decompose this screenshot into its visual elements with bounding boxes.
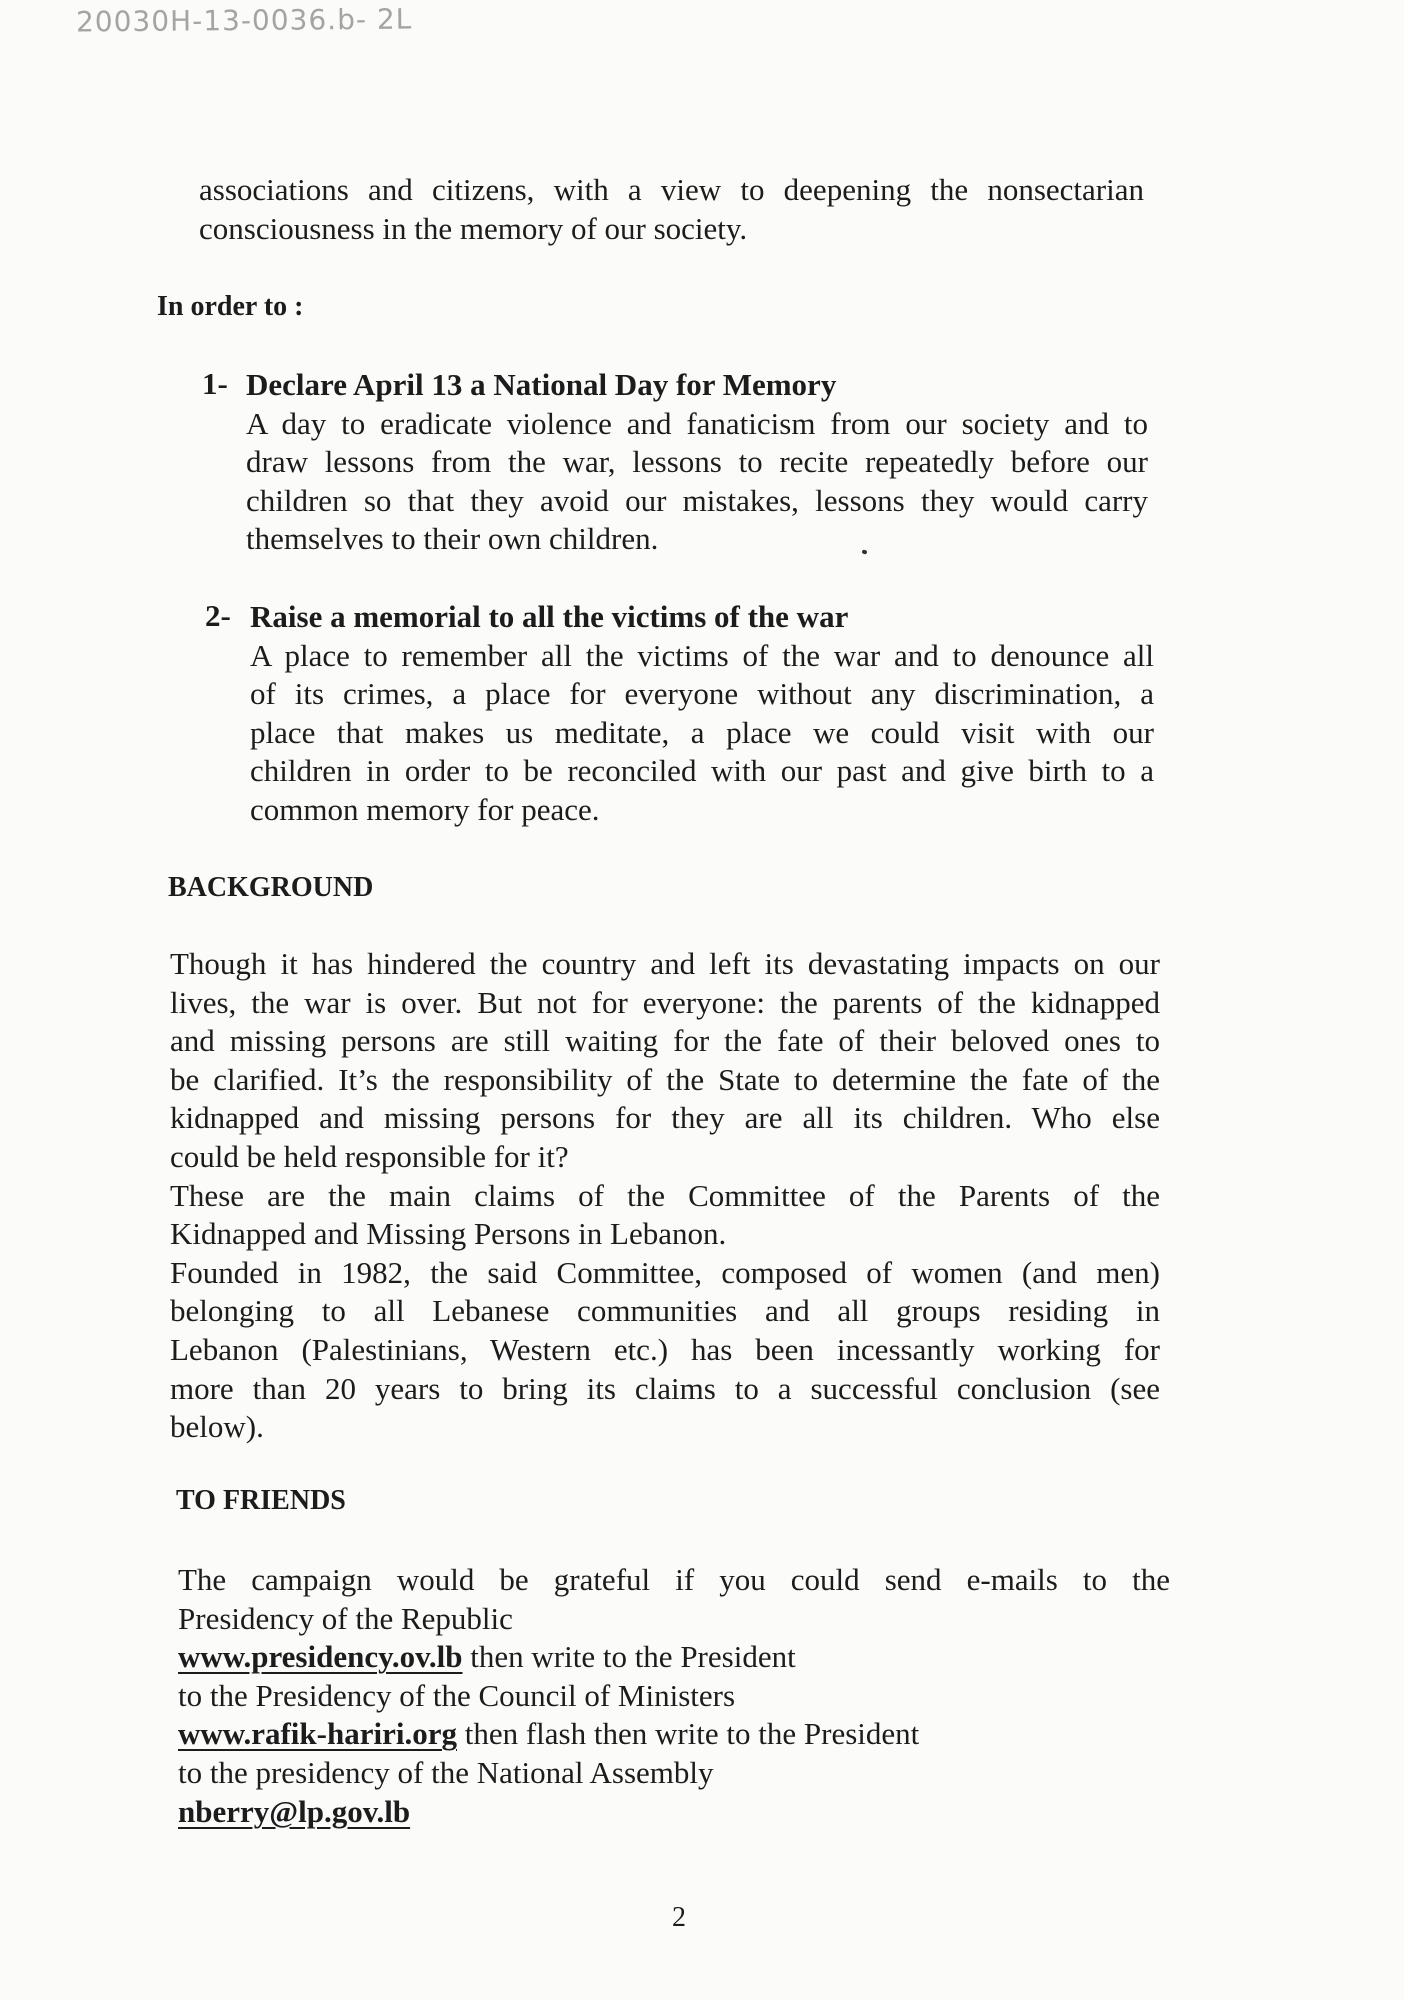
item-line: of its crimes, a place for everyone without any discrimination, a bbox=[250, 676, 1154, 712]
link-suffix: then write to the President bbox=[462, 1639, 796, 1675]
link-suffix: then flash then write to the President bbox=[456, 1716, 920, 1752]
background-line: Kidnapped and Missing Persons in Lebanon. bbox=[170, 1216, 727, 1252]
intro-line: associations and citizens, with a view to deepening the nonsectarian bbox=[199, 172, 1144, 207]
background-line: below). bbox=[170, 1409, 264, 1445]
background-line: could be held responsible for it? bbox=[170, 1138, 569, 1174]
hariri-link[interactable]: www.rafik-hariri.org bbox=[178, 1716, 457, 1752]
intro-paragraph bbox=[199, 171, 1144, 248]
background-line: Lebanon (Palestinians, Western etc.) has been incessantly working for bbox=[170, 1331, 1160, 1367]
item-title: Declare April 13 a National Day for Memory bbox=[246, 367, 837, 402]
friends-paragraph bbox=[178, 1561, 1170, 1831]
item-1 bbox=[246, 366, 1148, 559]
background-line: more than 20 years to bring its claims to a successful conclusion (see bbox=[170, 1370, 1160, 1406]
email-link[interactable]: nberry@lp.gov.lb bbox=[178, 1793, 411, 1829]
item-number: 1- bbox=[202, 366, 228, 401]
friends-link-line bbox=[178, 1715, 1170, 1754]
friends-link-line bbox=[178, 1638, 1170, 1677]
background-line: kidnapped and missing persons for they are all its children. Who else bbox=[170, 1100, 1160, 1136]
presidency-link[interactable]: www.presidency.ov.lb bbox=[178, 1639, 463, 1675]
background-line: Though it has hindered the country and left its devastating impacts on our bbox=[170, 946, 1160, 981]
item-line: draw lessons from the war, lessons to recite repeatedly before our bbox=[246, 444, 1148, 480]
item-number: 2- bbox=[205, 598, 231, 633]
item-line: A place to remember all the victims of the war and to denounce all bbox=[250, 637, 1154, 673]
background-line: be clarified. It’s the responsibility of the State to determine the fate of the bbox=[170, 1061, 1160, 1097]
friends-line: to the Presidency of the Council of Ministers bbox=[178, 1677, 736, 1713]
friends-link-line bbox=[178, 1793, 1170, 1832]
background-line: belonging to all Lebanese communities and all groups residing in bbox=[170, 1293, 1160, 1329]
intro-line: consciousness in the memory of our society. bbox=[199, 210, 748, 246]
item-2 bbox=[250, 598, 1154, 830]
friends-line: The campaign would be grateful if you could send e-mails to the bbox=[178, 1562, 1170, 1597]
background-line: Founded in 1982, the said Committee, composed of women (and men) bbox=[170, 1254, 1160, 1290]
friends-line: to the presidency of the National Assembly bbox=[178, 1754, 714, 1790]
item-line: themselves to their own children. bbox=[246, 521, 659, 557]
background-line: lives, the war is over. But not for everyone: the parents of the kidnapped bbox=[170, 984, 1160, 1020]
handwritten-reference: 20030H-13-0036.b- 2L bbox=[75, 2, 413, 39]
background-paragraph bbox=[170, 945, 1160, 1447]
background-heading: BACKGROUND bbox=[168, 872, 374, 903]
friends-line: Presidency of the Republic bbox=[178, 1600, 513, 1636]
item-line: A day to eradicate violence and fanaticism from our society and to bbox=[246, 405, 1148, 441]
page-number: 2 bbox=[672, 1902, 686, 1933]
item-line: place that makes us meditate, a place we could visit with our bbox=[250, 714, 1154, 750]
item-line: children so that they avoid our mistakes, lessons they would carry bbox=[246, 482, 1148, 518]
background-line: and missing persons are still waiting for the fate of their beloved ones to bbox=[170, 1023, 1160, 1059]
background-line: These are the main claims of the Committee of the Parents of the bbox=[170, 1177, 1160, 1213]
item-line: common memory for peace. bbox=[250, 791, 600, 827]
in-order-to-label: In order to : bbox=[157, 291, 304, 322]
friends-heading: TO FRIENDS bbox=[176, 1485, 346, 1516]
item-title: Raise a memorial to all the victims of the war bbox=[250, 599, 849, 634]
item-line: children in order to be reconciled with our past and give birth to a bbox=[250, 753, 1154, 789]
